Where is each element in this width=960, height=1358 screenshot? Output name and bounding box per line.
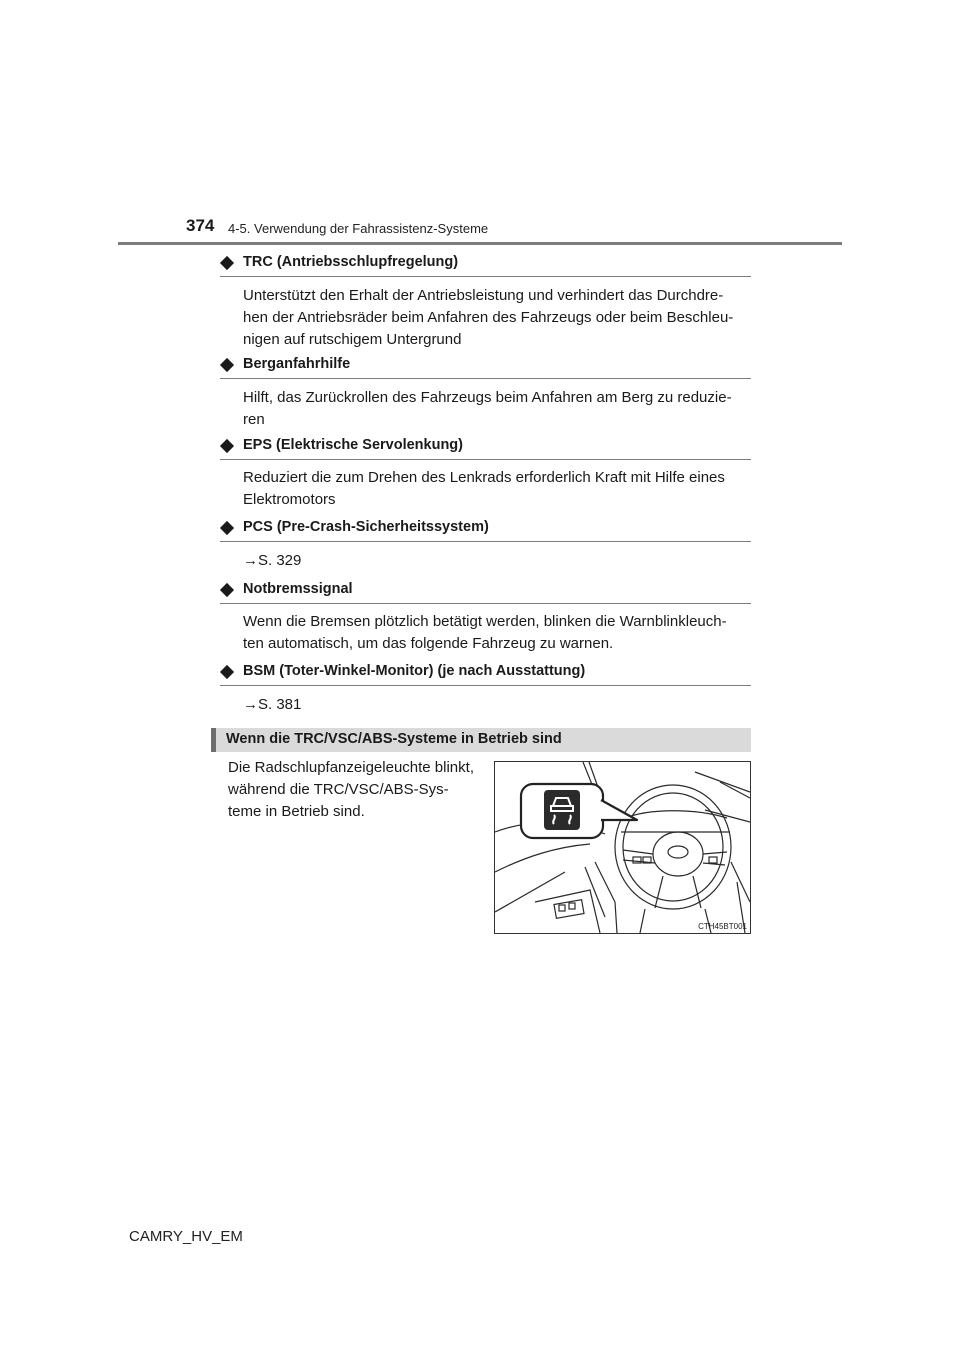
section-heading-berganfahrhilfe — [220, 356, 751, 379]
section-title: Berganfahrhilfe — [243, 356, 351, 372]
page-reference-link[interactable]: →S. 381 — [243, 696, 302, 713]
header-rule — [118, 242, 842, 245]
section-heading-eps — [220, 437, 751, 460]
section-body-eps — [243, 467, 746, 511]
body-line: ten automatisch, um das folgende Fahrzeug zu warnen. — [243, 635, 614, 652]
body-line: Unterstützt den Erhalt der Antriebsleistung und verhindert das Durchdre- — [243, 287, 724, 304]
diamond-bullet-icon — [220, 665, 234, 679]
diamond-bullet-icon — [220, 439, 234, 453]
diamond-bullet-icon — [220, 583, 234, 597]
body-line: ren — [243, 411, 265, 428]
section-body-berganfahrhilfe — [243, 387, 746, 431]
diamond-bullet-icon — [220, 256, 234, 270]
body-line: teme in Betrieb sind. — [228, 803, 365, 820]
info-box-heading — [211, 728, 751, 752]
body-line: Wenn die Bremsen plötzlich betätigt werden, blinken die Warnblinkleuch- — [243, 613, 727, 630]
body-line: während die TRC/VSC/ABS-Sys- — [228, 781, 449, 798]
page-number: 374 — [186, 216, 215, 235]
body-line: hen der Antriebsräder beim Anfahren des Fahrzeugs oder beim Beschleu- — [243, 309, 734, 326]
body-line: Elektromotors — [243, 491, 336, 508]
info-box-title: Wenn die TRC/VSC/ABS-Systeme in Betrieb sind — [226, 731, 562, 747]
skid-indicator-callout — [521, 784, 637, 838]
info-box-text — [228, 757, 478, 823]
illustration-code: CTH45BT001 — [698, 922, 747, 931]
page-reference-link[interactable]: →S. 329 — [243, 552, 302, 569]
dashboard-drawing — [495, 762, 750, 933]
section-title: EPS (Elektrische Servolenkung) — [243, 437, 463, 453]
section-title: Notbremssignal — [243, 581, 353, 597]
section-heading-notbremssignal — [220, 581, 751, 604]
body-line: Reduziert die zum Drehen des Lenkrads erforderlich Kraft mit Hilfe eines — [243, 469, 725, 486]
section-title: BSM (Toter-Winkel-Monitor) (je nach Ausstattung) — [243, 663, 586, 679]
chapter-title: 4-5. Verwendung der Fahrassistenz-Systeme — [228, 221, 489, 236]
section-heading-trc — [220, 254, 751, 277]
section-body-notbremssignal — [243, 611, 746, 655]
section-heading-bsm — [220, 663, 751, 686]
section-title: TRC (Antriebsschlupfregelung) — [243, 254, 459, 270]
body-line: Die Radschlupfanzeigeleuchte blinkt, — [228, 759, 474, 776]
footer-model-code: CAMRY_HV_EM — [129, 1228, 243, 1245]
section-title: PCS (Pre-Crash-Sicherheitssystem) — [243, 519, 489, 535]
body-line: nigen auf rutschigem Untergrund — [243, 331, 462, 348]
dashboard-illustration — [494, 761, 751, 934]
diamond-bullet-icon — [220, 358, 234, 372]
body-line: Hilft, das Zurückrollen des Fahrzeugs beim Anfahren am Berg zu reduzie- — [243, 389, 732, 406]
section-heading-pcs — [220, 519, 751, 542]
diamond-bullet-icon — [220, 521, 234, 535]
section-body-trc — [243, 285, 746, 351]
